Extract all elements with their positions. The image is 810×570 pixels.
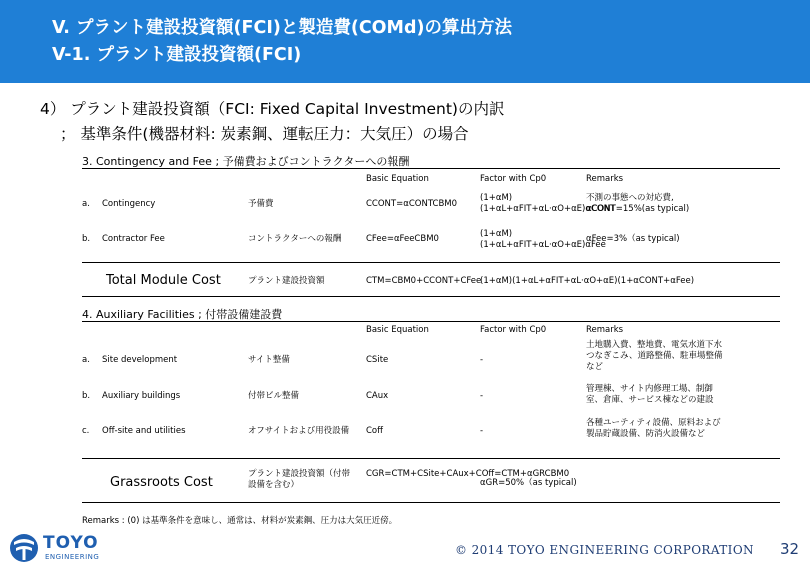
slide-header	[0, 0, 810, 83]
row-equation: CFee=αFeeCBM0	[366, 234, 439, 244]
row-remarks: 土地購入費、整地費、電気水道下水つなぎこみ、道路整備、駐車場整備など	[586, 340, 723, 372]
row-id: b.	[82, 391, 91, 401]
table-rule	[82, 321, 780, 322]
col-header-remarks: Remarks	[586, 325, 624, 335]
col-header-factor: Factor with Cp0	[480, 325, 547, 335]
row-jp-name: 付帯ビル整備	[248, 391, 300, 401]
row-name: Site development	[102, 355, 178, 365]
logo-text: TOYO	[43, 533, 99, 553]
row-equation: CSite	[366, 355, 389, 365]
total-equation: CGR=CTM+CSite+CAux+COff=CTM+αGRCBM0	[366, 469, 570, 479]
total-factor: (1+αM)(1+αL+αFIT+αL·αO+αE)(1+αCONT+αFee)	[480, 276, 695, 286]
section-heading-line1: 4） プラント建設投資額（FCI: Fixed Capital Investment)の内訳	[40, 100, 505, 118]
table-rule	[82, 296, 780, 297]
row-name: Auxiliary buildings	[102, 391, 181, 401]
col-header-basic-equation: Basic Equation	[366, 174, 429, 184]
total-jp-name: プラント建設投資額（付帯設備を含む）	[248, 469, 351, 490]
row-equation: Coff	[366, 426, 383, 436]
section3-title: 3. Contingency and Fee ; 予備費およびコントラクターへの報酬	[82, 155, 410, 168]
logo-subtext: ENGINEERING	[45, 553, 100, 561]
row-id: b.	[82, 234, 91, 244]
page-number: 32	[780, 540, 800, 558]
total-name: Grassroots Cost	[110, 475, 213, 490]
row-name: Contingency	[102, 199, 156, 209]
row-factor: (1+αM)(1+αL+αFIT+αL·αO+αE)αFee	[480, 229, 606, 250]
row-id: c.	[82, 426, 90, 436]
section4-title: 4. Auxiliary Facilities ; 付帯設備建設費	[82, 308, 283, 321]
row-factor: -	[480, 391, 484, 401]
row-jp-name: コントラクターへの報酬	[248, 234, 342, 244]
col-header-remarks: Remarks	[586, 174, 624, 184]
toyo-logo	[8, 532, 128, 566]
table-rule	[82, 168, 780, 169]
row-equation: CCONT=αCONTCBM0	[366, 199, 458, 209]
remarks-note: Remarks : (0) は基準条件を意味し、通常は、材料が炭素鋼、圧力は大気圧近傍。	[82, 516, 398, 526]
row-jp-name: 予備費	[248, 199, 274, 209]
row-factor: -	[480, 426, 484, 436]
total-equation: CTM=CBM0+CCONT+CFee	[366, 276, 482, 286]
slide-subtitle: V-1. プラント建設投資額(FCI)	[52, 45, 302, 65]
row-id: a.	[82, 355, 90, 365]
slide-title: V. プラント建設投資額(FCI)と製造費(COMd)の算出方法	[52, 18, 512, 38]
row-jp-name: サイト整備	[248, 355, 290, 365]
total-name: Total Module Cost	[106, 273, 221, 288]
table-rule	[82, 458, 780, 459]
row-jp-name: オフサイトおよび用役設備	[248, 426, 350, 436]
row-factor: -	[480, 355, 484, 365]
table-rule	[82, 502, 780, 503]
section-heading-line2: ； 基準条件(機器材料: 炭素鋼、運転圧力：大気圧）の場合	[60, 125, 469, 143]
row-factor: (1+αM)(1+αL+αFIT+αL·αO+αE)αCONT	[480, 193, 616, 214]
total-jp-name: プラント建設投資額	[248, 276, 325, 286]
col-header-basic-equation: Basic Equation	[366, 325, 429, 335]
copyright: © 2014 TOYO ENGINEERING CORPORATION	[455, 543, 754, 557]
row-remarks: 管理棟、サイト内修理工場、制御室、倉庫、サービス棟などの建設	[586, 384, 714, 405]
row-equation: CAux	[366, 391, 389, 401]
row-remarks: αFee=3%（as typical)	[586, 234, 680, 244]
total-factor: αGR=50%（as typical)	[480, 478, 577, 488]
row-id: a.	[82, 199, 90, 209]
row-name: Off-site and utilities	[102, 426, 186, 436]
row-remarks: 不測の事態への対応費, αCONT=15%(as typical)	[586, 193, 690, 214]
row-remarks: 各種ユーティティ設備、原料および製品貯蔵設備、防消火設備など	[586, 418, 721, 439]
table-rule	[82, 262, 780, 263]
row-name: Contractor Fee	[102, 234, 165, 244]
col-header-factor: Factor with Cp0	[480, 174, 547, 184]
